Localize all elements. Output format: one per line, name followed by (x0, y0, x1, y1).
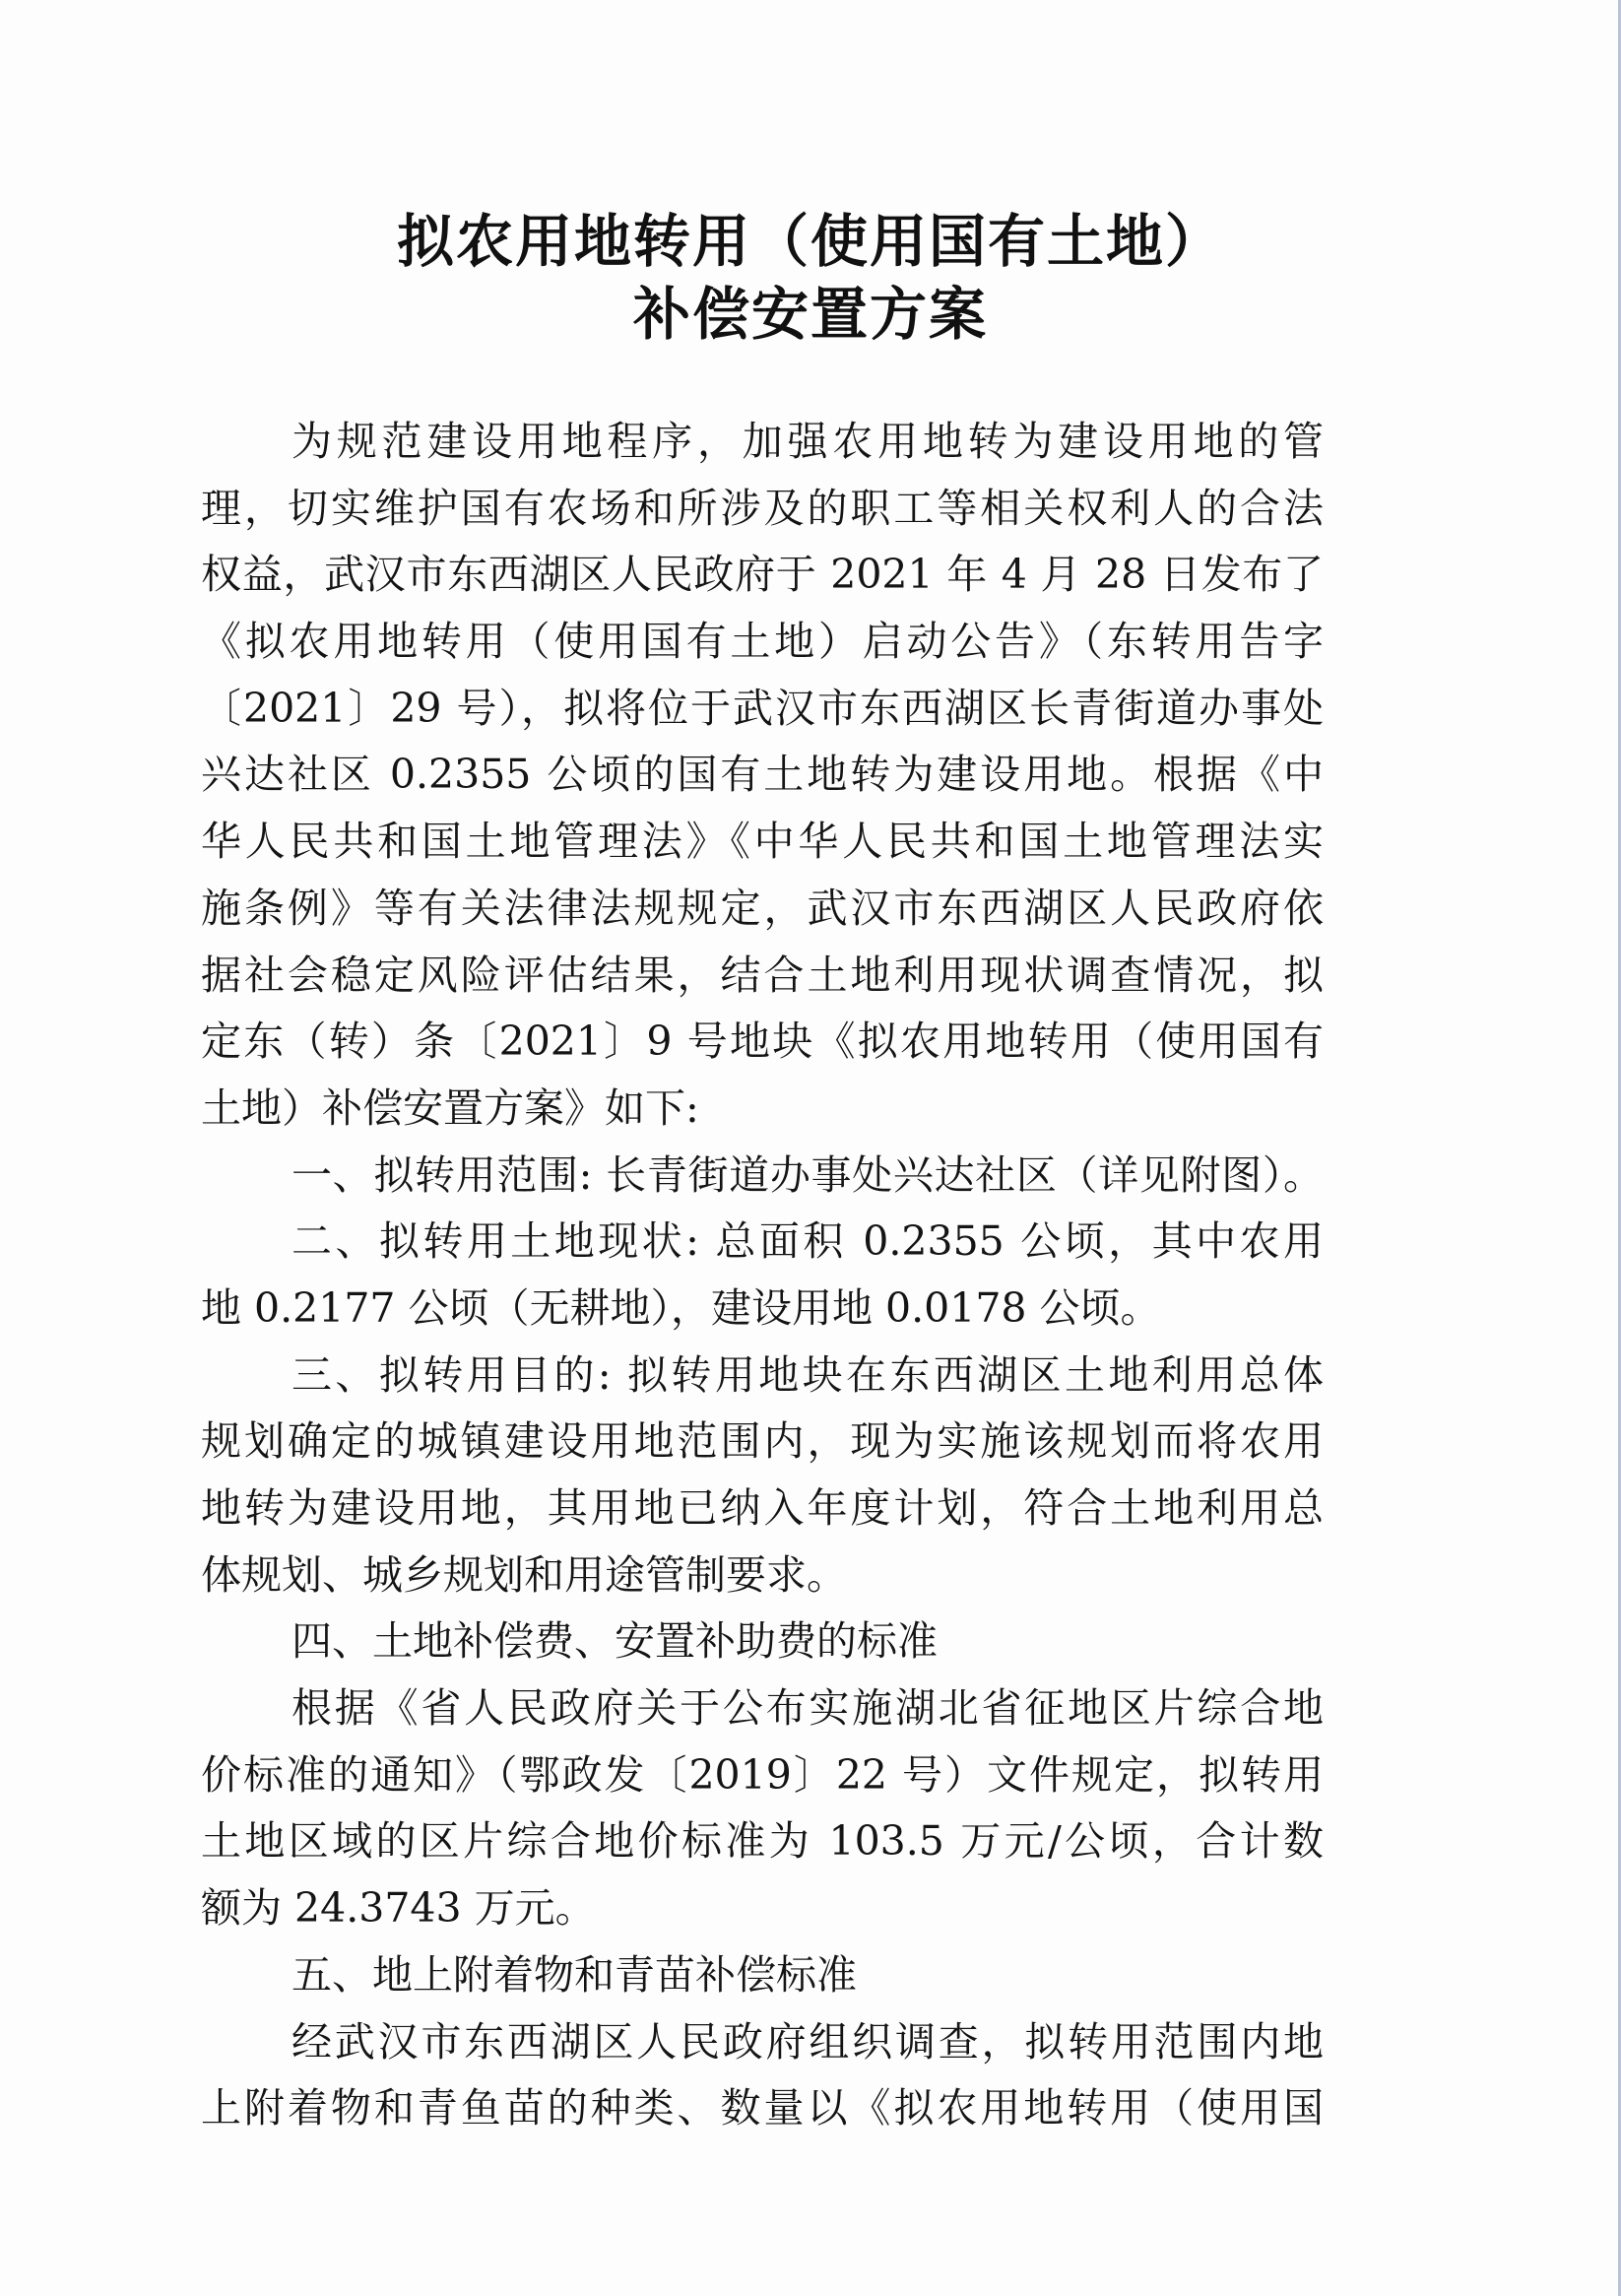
body-line: 额为 24.3743 万元。 (201, 1884, 596, 1933)
body-line: 体规划、城乡规划和用途管制要求。 (201, 1550, 847, 1599)
body-line: 〔2021〕29 号），拟将位于武汉市东西湖区长青街道办事处 (201, 684, 1324, 732)
document-body (201, 409, 1324, 2142)
body-line: 《拟农用地转用（使用国有土地）启动公告》（东转用告字 (201, 618, 1324, 666)
body-line: 理，切实维护国有农场和所涉及的职工等相关权利人的合法 (201, 484, 1324, 532)
document-title-line-1: 拟农用地转用（使用国有土地） (396, 208, 1224, 275)
body-line: 经武汉市东西湖区人民政府组织调查，拟转用范围内地 (292, 2017, 1324, 2066)
body-line: 上附着物和青鱼苗的种类、数量以《拟农用地转用（使用国 (201, 2084, 1324, 2132)
body-line: 土地区域的区片综合地价标准为 103.5 万元/公顷，合计数 (201, 1817, 1324, 1866)
body-line: 五、地上附着物和青苗补偿标准 (292, 1950, 857, 1999)
body-line: 据社会稳定风险评估结果，结合土地利用现状调查情况，拟 (201, 951, 1324, 999)
body-line: 三、拟转用目的: 拟转用地块在东西湖区土地利用总体 (292, 1350, 1324, 1399)
body-line: 华人民共和国土地管理法》《中华人民共和国土地管理法实 (201, 818, 1324, 866)
body-line: 施条例》等有关法律法规规定，武汉市东西湖区人民政府依 (201, 884, 1324, 932)
body-line: 权益，武汉市东西湖区人民政府于 2021 年 4 月 28 日发布了 (201, 551, 1324, 599)
document-title-line-2: 补偿安置方案 (632, 281, 988, 348)
body-line: 一、拟转用范围: 长青街道办事处兴达社区（详见附图）。 (292, 1150, 1324, 1199)
body-line: 地 0.2177 公顷（无耕地），建设用地 0.0178 公顷。 (201, 1283, 1161, 1332)
body-line: 四、土地补偿费、安置补助费的标准 (292, 1617, 938, 1666)
body-line: 地转为建设用地，其用地已纳入年度计划，符合土地利用总 (201, 1484, 1324, 1532)
body-line: 土地）补偿安置方案》如下: (201, 1083, 699, 1132)
body-line: 价标准的通知》（鄂政发〔2019〕22 号）文件规定，拟转用 (201, 1750, 1324, 1799)
body-line: 二、拟转用土地现状: 总面积 0.2355 公顷，其中农用 (292, 1217, 1324, 1266)
body-line: 根据《省人民政府关于公布实施湖北省征地区片综合地 (292, 1684, 1324, 1733)
body-line: 兴达社区 0.2355 公顷的国有土地转为建设用地。根据《中 (201, 751, 1324, 799)
body-line: 规划确定的城镇建设用地范围内，现为实施该规划而将农用 (201, 1417, 1324, 1466)
body-line: 定东（转）条〔2021〕9 号地块《拟农用地转用（使用国有 (201, 1017, 1324, 1066)
body-line: 为规范建设用地程序，加强农用地转为建设用地的管 (292, 418, 1324, 465)
